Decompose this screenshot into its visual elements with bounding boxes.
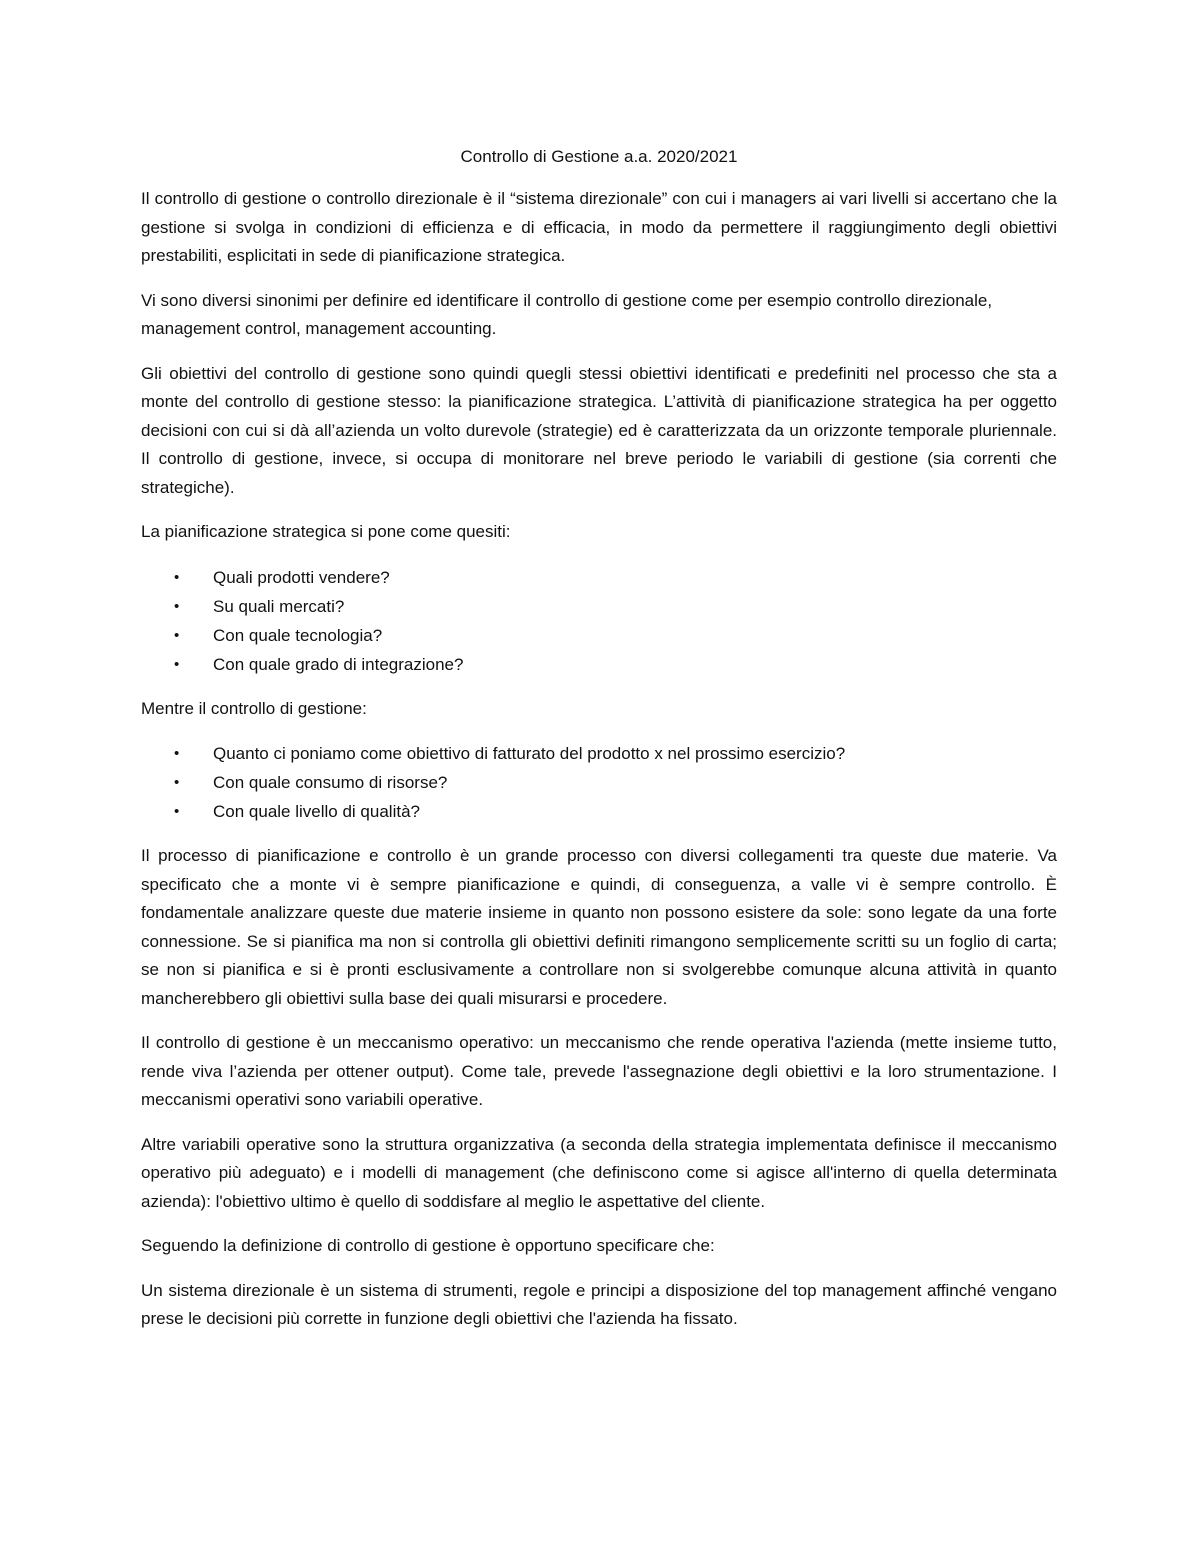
- paragraph-definition-intro: Seguendo la definizione di controllo di gestione è opportuno specificare che:: [141, 1236, 715, 1255]
- bullet-icon: •: [174, 655, 180, 673]
- document-title: Controllo di Gestione a.a. 2020/2021: [460, 147, 738, 166]
- paragraph-synonyms: Vi sono diversi sinonimi per definire ed identificare il controllo di gestione come per esempio controllo direzionale, management control, management accounting.: [141, 290, 993, 338]
- paragraph-operative-mechanism: Il controllo di gestione è un meccanismo operativo: un meccanismo che rende operativa l'azienda (mette insieme tutto, rende viva l’azienda per ottener output). Come tale, prevede l'assegnazione degli obiettivi e la loro strumentazione. I meccanismi operativi sono variabili operative.: [141, 1033, 1057, 1109]
- bullet-icon: •: [174, 803, 180, 820]
- list-item: • Con quale grado di integrazione?: [141, 650, 1057, 679]
- paragraph-definition: Il controllo di gestione o controllo direzionale è il “sistema direzionale” con cui i managers ai vari livelli si accertano che la gestione si svolga in condizioni di efficienza e di efficacia, in modo da permettere il raggiungimento degli obiettivi prestabiliti, esplicitati in sede di pianificazione strategica.: [141, 189, 1057, 265]
- paragraph-objectives: Gli obiettivi del controllo di gestione sono quindi quegli stessi obiettivi identificati e predefiniti nel processo che sta a monte del controllo di gestione stesso: la pianificazione strategica. L’attività di pianificazione strategica ha per oggetto decisioni con cui si dà all’azienda un volto durevole (strategie) ed è caratterizzata da un orizzonte temporale pluriennale. Il controllo di gestione, invece, si occupa di monitorare nel breve periodo le variabili di gestione (sia correnti che strategiche).: [141, 363, 1057, 497]
- bullet-icon: •: [174, 568, 180, 586]
- planning-questions-list: [141, 563, 1057, 679]
- list-item: • Su quali mercati?: [141, 592, 1057, 621]
- bullet-icon: •: [174, 745, 180, 762]
- bullet-icon: •: [174, 626, 180, 644]
- list-item: • Quanto ci poniamo come obiettivo di fatturato del prodotto x nel prossimo esercizio?: [141, 739, 1057, 768]
- list-item: • Con quale tecnologia?: [141, 621, 1057, 650]
- document-body: [141, 143, 1057, 1350]
- paragraph-control-questions-intro: Mentre il controllo di gestione:: [141, 698, 367, 718]
- bullet-icon: •: [174, 774, 180, 791]
- paragraph-directional-system: Un sistema direzionale è un sistema di strumenti, regole e principi a disposizione del top management affinché vengano prese le decisioni più corrette in funzione degli obiettivi che l'azienda ha fissato.: [141, 1280, 1057, 1328]
- list-item: • Quali prodotti vendere?: [141, 563, 1057, 592]
- list-item: • Con quale livello di qualità?: [141, 797, 1057, 826]
- list-item: • Con quale consumo di risorse?: [141, 768, 1057, 797]
- paragraph-planning-questions-intro: La pianificazione strategica si pone come quesiti:: [141, 522, 511, 541]
- bullet-icon: •: [174, 597, 180, 615]
- paragraph-operative-variables: Altre variabili operative sono la struttura organizzativa (a seconda della strategia implementata definisce il meccanismo operativo più adeguato) e i modelli di management (che definiscono come si agisce all'interno di quella determinata azienda): l'obiettivo ultimo è quello di soddisfare al meglio le aspettative del cliente.: [141, 1134, 1057, 1211]
- control-questions-list: [141, 739, 1057, 826]
- paragraph-planning-and-control: Il processo di pianificazione e controllo è un grande processo con diversi collegamenti tra queste due materie. Va specificato che a monte vi è sempre pianificazione e quindi, di conseguenza, a valle vi è sempre controllo. È fondamentale analizzare queste due materie insieme in quanto non possono esistere da sole: sono legate da una forte connessione. Se si pianifica ma non si controlla gli obiettivi definiti rimangono semplicemente scritti su un foglio di carta; se non si pianifica e si è pronti esclusivamente a controllare non si svolgerebbe comunque alcuna attività in quanto mancherebbero gli obiettivi sulla base dei quali misurarsi e procedere.: [141, 846, 1057, 1008]
